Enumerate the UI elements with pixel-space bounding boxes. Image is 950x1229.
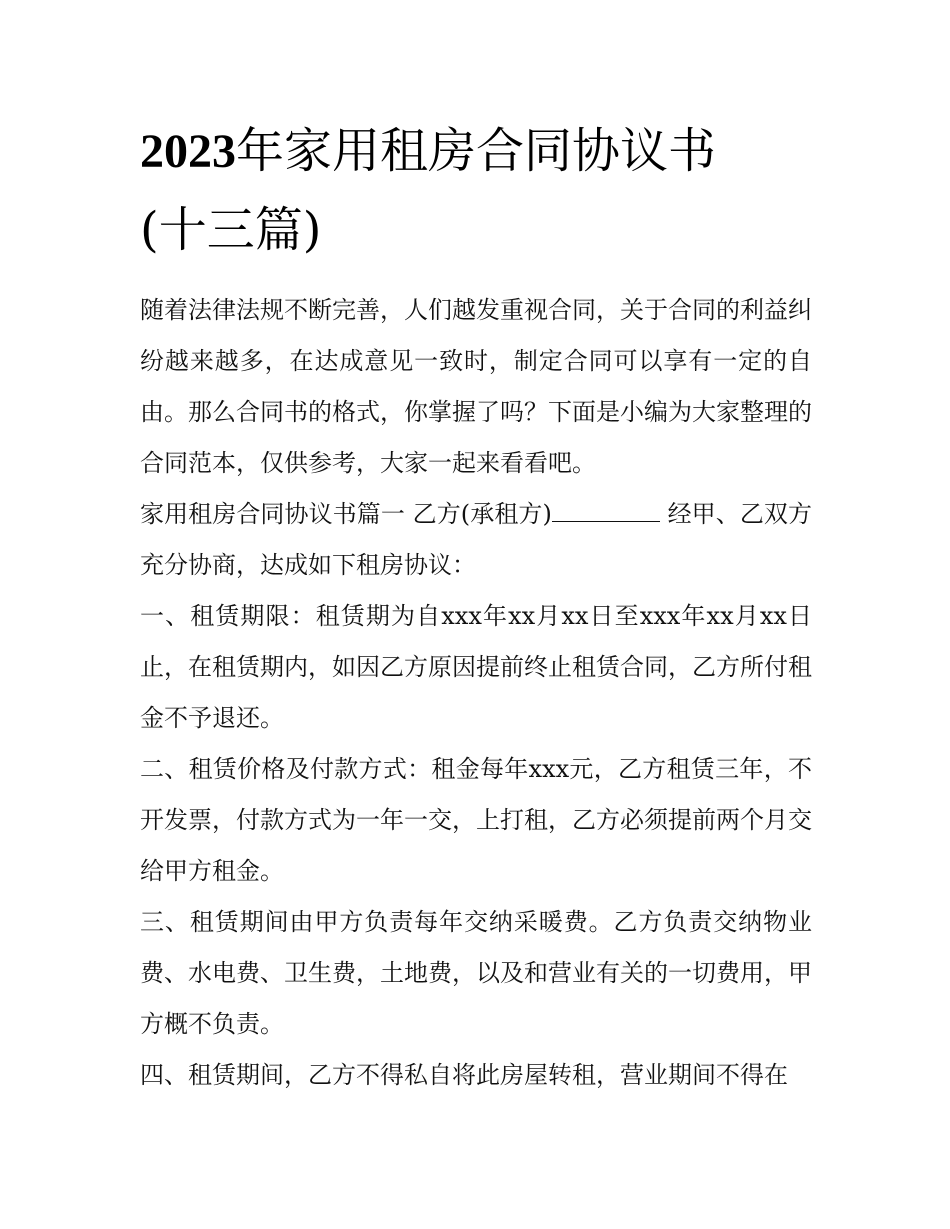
tenant-name-blank [552,499,660,522]
title-subtitle: (十三篇) [140,202,322,258]
title-main: 年家用租房合同协议书 [236,123,717,179]
party-paragraph [140,489,812,591]
clause-4: 四、租赁期间，乙方不得私自将此房屋转租，营业期间不得在 [140,1061,788,1089]
party-text-before: 家用租房合同协议书篇一 乙方(承租方) [140,500,552,528]
document-title [140,112,812,269]
document-page [140,112,812,1101]
clause-2: 二、租赁价格及付款方式：租金每年xxx元，乙方租赁三年，不开发票，付款方式为一年一交，上打租，乙方必须提前两个月交给甲方租金。 [140,755,812,885]
clause-3: 三、租赁期间由甲方负责每年交纳采暖费。乙方负责交纳物业费、水电费、卫生费，土地费，以及和营业有关的一切费用，甲方概不负责。 [140,908,812,1038]
party-text-after: 经甲、乙双方充分协商，达成如下租房协议： [140,500,812,579]
intro-paragraph: 随着法律法规不断完善，人们越发重视合同，关于合同的利益纠纷越来越多，在达成意见一致时，制定合同可以享有一定的自由。那么合同书的格式，你掌握了吗？下面是小编为大家整理的合同范本，仅供参考，大家一起来看看吧。 [140,296,812,477]
clause-1: 一、租赁期限：租赁期为自xxx年xx月xx日至xxx年xx月xx日止，在租赁期内，如因乙方原因提前终止租赁合同，乙方所付租金不予退还。 [140,602,812,732]
document-body [140,285,812,1101]
title-year: 2023 [140,125,236,178]
